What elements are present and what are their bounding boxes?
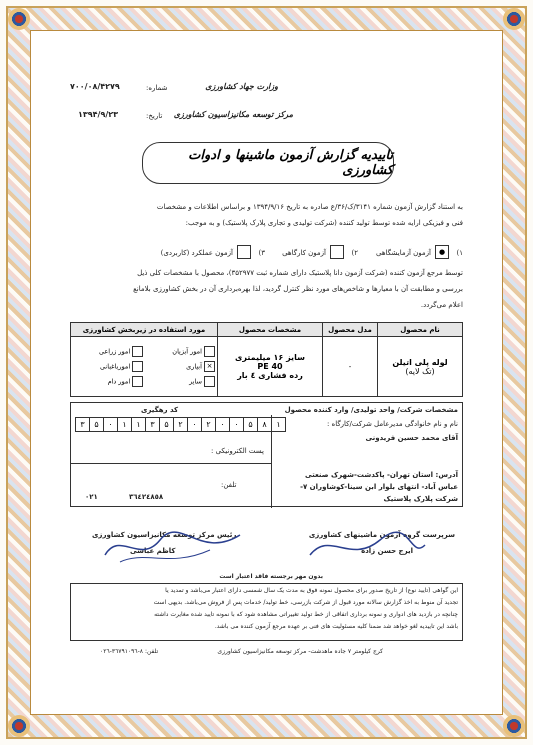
- number-value: ۷۰۰/۰۸/۴۲۷۹: [70, 82, 120, 91]
- tracking-digit: ۰: [215, 418, 229, 431]
- tracking-code-label: کد رهگیری: [141, 406, 179, 414]
- usage-other-check: [204, 376, 215, 387]
- phone-value: ۳٦٤۲٤۸٥۸: [129, 493, 164, 501]
- usage-other-label: سایر: [189, 377, 202, 386]
- option-1-label: آزمون آزمایشگاهی: [376, 249, 431, 257]
- header-usage: مورد استفاده در زیربخش کشاورزی: [71, 323, 218, 337]
- product-size: سایز ۱۶ میلیمتری: [235, 353, 305, 362]
- number-label: شماره:: [146, 84, 168, 92]
- disclaimer-line-3: چنانچه در بازدید های ادواری و نمونه برداری اتفاقی از خط تولید تغییراتی مشاهده شود که با نمونه تایید شده مغایرت داشته: [154, 611, 458, 618]
- validity-notice: بدون مهر برجسته فاقد اعتبار است: [219, 573, 323, 580]
- disclaimer-box: [70, 583, 463, 641]
- product-model: -: [323, 337, 378, 397]
- tracking-digit: ۳: [75, 418, 89, 431]
- signature-right-title: سرپرست گروه آزمون ماشینهای کشاورزی: [308, 531, 455, 539]
- company-header: مشخصات شرکت/ واحد تولیدی/ وارد کننده محصول: [284, 406, 458, 414]
- footer-phone: تلفن: ۸-۳٦۷۹۱۰۹٦-۰۲٦: [100, 648, 159, 655]
- corner-ornament: [503, 715, 525, 737]
- disclaimer-line-4: باشد این تاییدیه لغو خواهد شد ضمنا کلیه مسئولیت های فنی بر عهده مرجع آزمون کننده می باشد.: [214, 623, 458, 630]
- option-3-label: آزمون عملکرد (کاربردی): [160, 249, 233, 257]
- usage-farming: [71, 344, 145, 359]
- tracking-digit: ۲: [173, 418, 187, 431]
- header-product-name: نام محصول: [378, 323, 463, 337]
- divider: [271, 415, 272, 508]
- tracking-digit: ۳: [145, 418, 159, 431]
- usage-aquatic-label: امور آبزیان: [172, 347, 202, 356]
- tracking-digit: ۱: [131, 418, 145, 431]
- disclaimer-line-1: این گواهی (تایید نوع) از تاریخ صدور برای محصول نمونه فوق به مدت یک سال شمسی دارای اعتبار می‌باشد و تمدید یا: [165, 587, 458, 594]
- option-2-number: ۲): [351, 249, 358, 257]
- option-1-checkbox: [435, 245, 449, 259]
- option-2-checkbox: [330, 245, 344, 259]
- email-label: پست الکترونیکی :: [211, 447, 264, 455]
- usage-irrigation-label: آبیاری: [186, 362, 202, 371]
- signature-left-scribble: [100, 520, 250, 570]
- company-info-box: [70, 402, 463, 507]
- usage-farming-check: [132, 346, 143, 357]
- certificate-title: تاییدیه گزارش آزمون ماشینها و ادوات کشاورزی: [188, 148, 393, 178]
- product-layer: (تک لایه): [405, 366, 435, 376]
- option-1-mark: ●: [438, 248, 446, 256]
- signature-right-name: ایرج حسن زاده: [361, 547, 413, 555]
- corner-ornament: [503, 8, 525, 30]
- usage-irrigation-check: ×: [204, 361, 215, 372]
- phone-code: ۰۲۱: [85, 493, 98, 501]
- center-name: مرکز توسعه مکانیزاسیون کشاورزی: [173, 110, 293, 119]
- divider: [71, 463, 271, 464]
- usage-gardening-label: امورباغبانی: [100, 362, 131, 371]
- corner-ornament: [8, 715, 30, 737]
- date-label: تاریخ:: [146, 112, 163, 120]
- body-line-4: بررسی و مطابقت آن با معیارها و شاخص‌های مورد نظر کنترل گردید، لذا بهره‌برداری آن در بخش کشاورزی بلامانع: [133, 285, 463, 293]
- option-3-number: ۳): [258, 249, 265, 257]
- usage-livestock-aquatic: [145, 344, 217, 359]
- tracking-digit: ۵: [89, 418, 103, 431]
- option-1-number: ۱): [456, 249, 463, 257]
- address-line-2: عباس آباد- انتهای بلوار ابن سینا-کوشاوران ۷-: [300, 483, 458, 491]
- usage-gardening: [71, 359, 145, 374]
- phone-label: تلفن:: [221, 481, 237, 489]
- certificate-title-frame: [142, 142, 394, 184]
- usage-cell: [71, 337, 218, 397]
- product-pressure: رده فشاری ٤ بار: [237, 371, 303, 380]
- product-name: لوله پلی اتیلن: [392, 357, 448, 367]
- usage-irrigation: [145, 359, 217, 374]
- tracking-digit: ۰: [187, 418, 201, 431]
- tracking-digit: ۰: [229, 418, 243, 431]
- tracking-digit: ۲: [201, 418, 215, 431]
- signature-left-title: رئیس مرکز توسعه مکانیزاسیون کشاورزی: [92, 531, 237, 539]
- usage-other: [145, 374, 217, 389]
- option-2-label: آزمون کارگاهی: [282, 249, 326, 257]
- tracking-digit: ۰: [103, 418, 117, 431]
- usage-livestock-check: [132, 376, 143, 387]
- ceo-name-label: نام و نام خانوادگی مدیرعامل شرکت/کارگاه :: [326, 420, 458, 428]
- ministry-name: وزارت جهاد کشاورزی: [205, 82, 278, 91]
- body-line-1: به استناد گزارش آزمون شماره ۳۱۴۱/ک/۳۶/ع صادره به تاریخ ۱۳۹۴/۹/۱۶ و براساس اطلاعات و مشخصات: [156, 203, 463, 211]
- signature-right-scribble: [300, 525, 430, 570]
- usage-livestock: [71, 374, 145, 389]
- signature-left-name: کاظم عباسی: [130, 547, 176, 555]
- product-table: [70, 322, 463, 397]
- usage-livestock-label: امور دام: [107, 377, 131, 386]
- usage-aquatic-check: [204, 346, 215, 357]
- tracking-digit: ۱: [271, 418, 285, 431]
- usage-grid: [71, 344, 217, 389]
- header-product-specs: مشخصات محصول: [218, 323, 323, 337]
- body-line-5: اعلام می‌گردد.: [420, 301, 463, 309]
- body-line-2: فنی و فیزیکی ارایه شده توسط تولید کننده (شرکت تولیدی و تجاری پلارک پلاستیک) و به موجب:: [185, 219, 463, 227]
- tracking-digit: ۱: [117, 418, 131, 431]
- tracking-digit: ۵: [243, 418, 257, 431]
- header-product-model: مدل محصول: [323, 323, 378, 337]
- tracking-digit: ۸: [257, 418, 271, 431]
- address-line-1: آدرس: استان تهران- پاکدشت-شهرک صنعتی: [305, 471, 458, 479]
- usage-gardening-check: [132, 361, 143, 372]
- address-line-3: شرکت پلارک پلاستیک: [383, 495, 458, 503]
- product-name-cell: [378, 337, 463, 397]
- tracking-code: [75, 417, 286, 432]
- product-material: PE 40: [257, 362, 283, 371]
- option-3-checkbox: [237, 245, 251, 259]
- disclaimer-line-2: تجدید آن منوط به اخذ گزارش سالانه مورد قبول از شرکت بازرسی، خط تولید/ خدمات پس از فروش می‌باشد. بدیهی است: [153, 599, 458, 606]
- product-specs-cell: [218, 337, 323, 397]
- date-value: ۱۳۹۴/۹/۲۳: [78, 110, 119, 119]
- corner-ornament: [8, 8, 30, 30]
- tracking-digit: ۵: [159, 418, 173, 431]
- body-line-3: توسط مرجع آزمون کننده (شرکت آزمون دانا پلاستیک دارای شماره ثبت ۳۵۲۹۷۷)، محصول با مشخصات کلی ذیل: [137, 269, 463, 277]
- usage-farming-label: امور زراعی: [98, 347, 131, 356]
- ceo-name-value: آقای محمد حسین فریدونی: [365, 434, 458, 442]
- footer-address: کرج کیلومتر ۷ جاده ماهدشت- مرکز توسعه مکانیزاسیون کشاورزی: [217, 648, 383, 655]
